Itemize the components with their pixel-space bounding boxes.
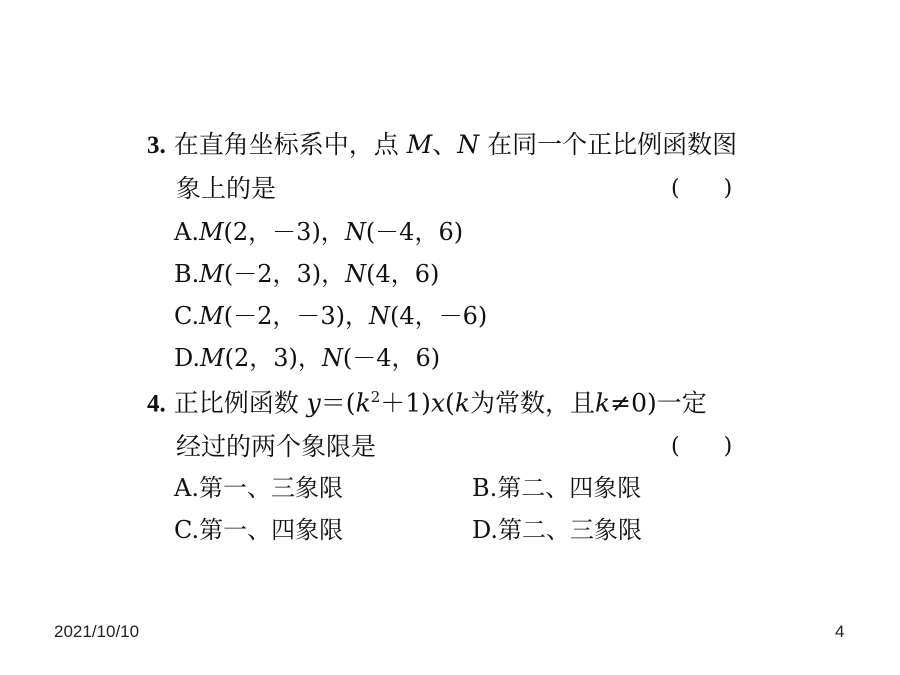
q4-stem-line1 (147, 390, 707, 416)
q3-point-n: N (457, 130, 480, 159)
q3-option-b-n-coords: (4，6) (366, 260, 440, 288)
q3-option-d-m: M (200, 344, 225, 372)
q4-option-a-text: 第一、三象限 (198, 474, 343, 502)
q3-separator: 、 (432, 130, 458, 159)
q3-option-b-letter: B. (174, 260, 200, 288)
q3-number: 3. (147, 132, 166, 159)
q3-option-c-n: N (368, 302, 390, 330)
q4-option-d[interactable] (472, 518, 642, 542)
q3-option-b-m: M (199, 260, 224, 288)
q3-option-a-letter: A. (174, 218, 199, 246)
q3-option-a-m-coords: (2，－3)， (223, 218, 345, 246)
q3-stem-text-b: 在同一个正比例函数图 (487, 130, 738, 159)
footer-page-number: 4 (835, 622, 845, 641)
q3-answer-bracket: ( ) (671, 176, 733, 201)
q4-stem-line2: 经过的两个象限是 (176, 432, 377, 461)
q3-option-a-n-coords: (－4，6) (365, 218, 464, 246)
q4-var-y: y (306, 388, 321, 418)
q3-option-a-n: N (344, 218, 366, 246)
q4-option-c-letter: C. (174, 516, 200, 544)
q4-open-paren: ( (445, 388, 455, 418)
q3-option-c-n-coords: (4，－6) (389, 302, 488, 330)
q4-plus-one: ＋1) (380, 388, 431, 418)
q3-option-c[interactable] (174, 304, 487, 328)
q4-option-a[interactable] (174, 476, 343, 500)
q3-stem-line1 (147, 132, 737, 158)
q3-option-d-letter: D. (174, 344, 201, 372)
q4-neq-text: ≠0)一定 (610, 388, 707, 418)
q4-option-c[interactable] (174, 518, 343, 542)
q4-option-d-text: 第二、三象限 (498, 516, 643, 544)
q3-option-d-n: N (321, 344, 343, 372)
q3-point-m: M (406, 130, 433, 159)
q3-option-d[interactable] (174, 346, 440, 370)
q3-option-a-m: M (198, 218, 224, 246)
q3-option-c-m: M (199, 302, 224, 330)
q4-var-k3: k (594, 388, 611, 418)
q4-var-k1: k (355, 388, 371, 418)
footer-date: 2021/10/10 (54, 622, 140, 641)
q4-var-x: x (430, 388, 446, 418)
q4-option-b[interactable] (472, 476, 641, 500)
q4-number: 4. (147, 390, 166, 418)
q3-option-b[interactable] (174, 262, 439, 286)
q3-option-d-n-coords: (－4，6) (342, 344, 441, 372)
q4-constant-text: 为常数，且 (469, 388, 595, 418)
q4-option-d-letter: D. (472, 516, 499, 544)
q4-option-a-letter: A. (174, 474, 199, 502)
q3-option-b-n: N (345, 260, 367, 288)
q3-option-d-m-coords: (2，3)， (224, 344, 322, 372)
q3-option-c-letter: C. (174, 302, 200, 330)
q4-var-k2: k (454, 388, 470, 418)
q4-answer-bracket: ( ) (671, 434, 733, 459)
q3-stem-text-a: 在直角坐标系中，点 (173, 130, 399, 159)
q3-option-a[interactable] (174, 220, 463, 244)
q4-equals: ＝( (320, 388, 356, 418)
q4-option-c-text: 第一、四象限 (199, 516, 344, 544)
q4-stem-text-a: 正比例函数 (173, 388, 299, 418)
q4-exponent: 2 (370, 388, 381, 406)
q4-option-b-text: 第二、四象限 (497, 474, 642, 502)
q4-option-b-letter: B. (472, 474, 498, 502)
q3-option-b-m-coords: (－2，3)， (223, 260, 346, 288)
q3-stem-line2: 象上的是 (176, 174, 277, 203)
q3-option-c-m-coords: (－2，－3)， (223, 302, 369, 330)
